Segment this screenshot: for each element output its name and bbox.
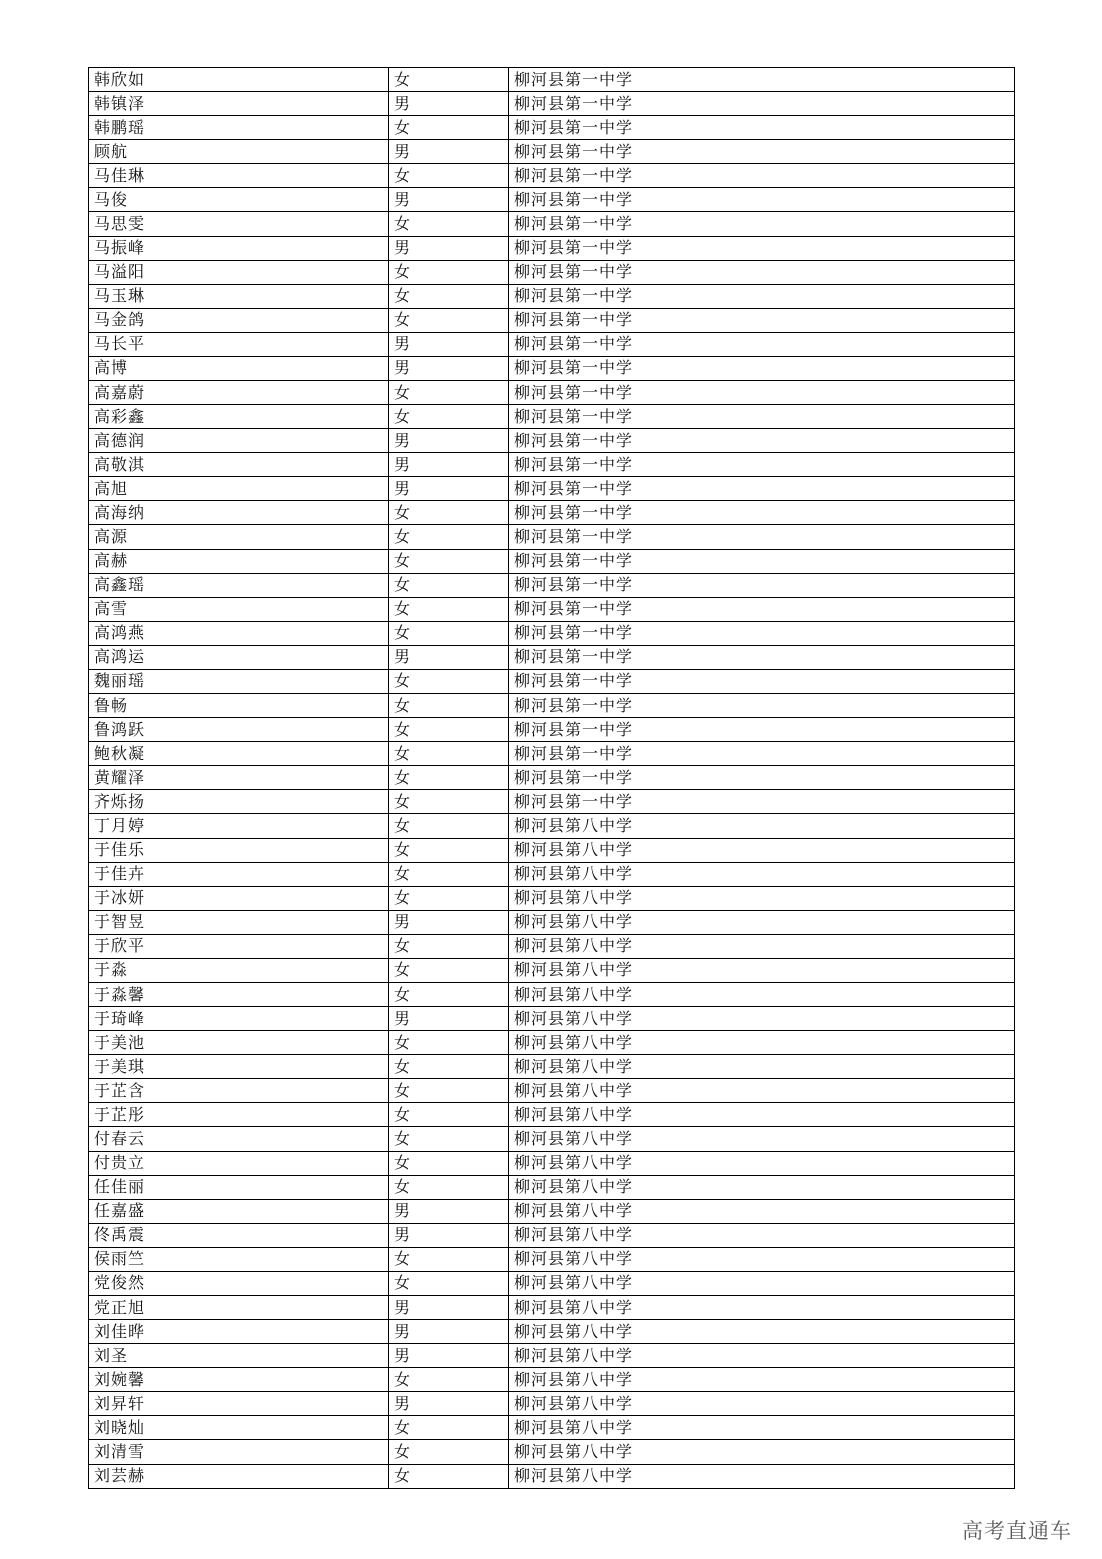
- student-name-cell: 于美琪: [89, 1055, 389, 1079]
- school-cell: 柳河县第八中学: [509, 886, 1015, 910]
- gender-cell: 女: [389, 284, 509, 308]
- school-cell: 柳河县第八中学: [509, 1175, 1015, 1199]
- table-row: [89, 886, 1015, 910]
- student-name-cell: 于芷彤: [89, 1103, 389, 1127]
- table-row: [89, 1031, 1015, 1055]
- table-row: [89, 1416, 1015, 1440]
- table-row: [89, 645, 1015, 669]
- school-cell: 柳河县第一中学: [509, 405, 1015, 429]
- student-name-cell: 韩欣如: [89, 68, 389, 92]
- school-cell: 柳河县第一中学: [509, 381, 1015, 405]
- school-cell: 柳河县第一中学: [509, 669, 1015, 693]
- gender-cell: 女: [389, 862, 509, 886]
- school-cell: 柳河县第一中学: [509, 308, 1015, 332]
- gender-cell: 女: [389, 308, 509, 332]
- table-row: [89, 549, 1015, 573]
- student-name-cell: 韩镇泽: [89, 92, 389, 116]
- student-name-cell: 于智昱: [89, 910, 389, 934]
- table-row: [89, 1440, 1015, 1464]
- table-row: [89, 742, 1015, 766]
- student-name-cell: 马思雯: [89, 212, 389, 236]
- school-cell: 柳河县第八中学: [509, 1368, 1015, 1392]
- student-name-cell: 于淼馨: [89, 982, 389, 1006]
- school-cell: 柳河县第八中学: [509, 1247, 1015, 1271]
- table-row: [89, 1392, 1015, 1416]
- table-row: [89, 332, 1015, 356]
- student-name-cell: 高鸿运: [89, 645, 389, 669]
- student-name-cell: 马俊: [89, 188, 389, 212]
- student-name-cell: 高赫: [89, 549, 389, 573]
- gender-cell: 女: [389, 694, 509, 718]
- gender-cell: 女: [389, 68, 509, 92]
- student-name-cell: 高敬淇: [89, 453, 389, 477]
- school-cell: 柳河县第八中学: [509, 910, 1015, 934]
- table-row: [89, 260, 1015, 284]
- school-cell: 柳河县第一中学: [509, 356, 1015, 380]
- gender-cell: 女: [389, 549, 509, 573]
- school-cell: 柳河县第一中学: [509, 742, 1015, 766]
- student-name-cell: 高鸿燕: [89, 621, 389, 645]
- gender-cell: 女: [389, 982, 509, 1006]
- table-row: [89, 694, 1015, 718]
- student-name-cell: 刘清雪: [89, 1440, 389, 1464]
- school-cell: 柳河县第八中学: [509, 1127, 1015, 1151]
- student-name-cell: 马金鸽: [89, 308, 389, 332]
- gender-cell: 女: [389, 260, 509, 284]
- school-cell: 柳河县第一中学: [509, 188, 1015, 212]
- table-row: [89, 429, 1015, 453]
- school-cell: 柳河县第一中学: [509, 116, 1015, 140]
- gender-cell: 女: [389, 718, 509, 742]
- student-name-cell: 高博: [89, 356, 389, 380]
- table-row: [89, 934, 1015, 958]
- table-row: [89, 597, 1015, 621]
- school-cell: 柳河县第八中学: [509, 1079, 1015, 1103]
- table-row: [89, 1271, 1015, 1295]
- student-name-cell: 党俊然: [89, 1271, 389, 1295]
- student-name-cell: 韩鹏瑶: [89, 116, 389, 140]
- table-row: [89, 814, 1015, 838]
- gender-cell: 女: [389, 597, 509, 621]
- student-name-cell: 高源: [89, 525, 389, 549]
- table-row: [89, 453, 1015, 477]
- student-name-cell: 齐烁扬: [89, 790, 389, 814]
- student-name-cell: 付春云: [89, 1127, 389, 1151]
- student-name-cell: 高旭: [89, 477, 389, 501]
- school-cell: 柳河县第八中学: [509, 1007, 1015, 1031]
- table-row: [89, 910, 1015, 934]
- gender-cell: 女: [389, 501, 509, 525]
- school-cell: 柳河县第一中学: [509, 212, 1015, 236]
- student-name-cell: 高彩鑫: [89, 405, 389, 429]
- school-cell: 柳河县第八中学: [509, 1344, 1015, 1368]
- school-cell: 柳河县第八中学: [509, 1416, 1015, 1440]
- student-name-cell: 于佳乐: [89, 838, 389, 862]
- student-name-cell: 任佳丽: [89, 1175, 389, 1199]
- school-cell: 柳河县第八中学: [509, 1103, 1015, 1127]
- gender-cell: 女: [389, 1464, 509, 1488]
- school-cell: 柳河县第八中学: [509, 1031, 1015, 1055]
- gender-cell: 女: [389, 164, 509, 188]
- gender-cell: 女: [389, 814, 509, 838]
- student-name-cell: 付贵立: [89, 1151, 389, 1175]
- student-name-cell: 丁月婷: [89, 814, 389, 838]
- table-row: [89, 477, 1015, 501]
- student-name-cell: 高雪: [89, 597, 389, 621]
- student-name-cell: 刘芸赫: [89, 1464, 389, 1488]
- table-row: [89, 308, 1015, 332]
- school-cell: 柳河县第一中学: [509, 140, 1015, 164]
- school-cell: 柳河县第八中学: [509, 1464, 1015, 1488]
- gender-cell: 女: [389, 381, 509, 405]
- school-cell: 柳河县第一中学: [509, 453, 1015, 477]
- student-name-cell: 刘圣: [89, 1344, 389, 1368]
- gender-cell: 男: [389, 477, 509, 501]
- school-cell: 柳河县第一中学: [509, 501, 1015, 525]
- gender-cell: 女: [389, 405, 509, 429]
- student-name-cell: 侯雨竺: [89, 1247, 389, 1271]
- table-row: [89, 1175, 1015, 1199]
- table-row: [89, 718, 1015, 742]
- school-cell: 柳河县第一中学: [509, 92, 1015, 116]
- school-cell: 柳河县第一中学: [509, 284, 1015, 308]
- student-name-cell: 于淼: [89, 958, 389, 982]
- gender-cell: 女: [389, 621, 509, 645]
- school-cell: 柳河县第一中学: [509, 429, 1015, 453]
- student-name-cell: 于冰妍: [89, 886, 389, 910]
- gender-cell: 女: [389, 525, 509, 549]
- school-cell: 柳河县第一中学: [509, 549, 1015, 573]
- table-row: [89, 982, 1015, 1006]
- student-name-cell: 刘婉馨: [89, 1368, 389, 1392]
- gender-cell: 女: [389, 669, 509, 693]
- school-cell: 柳河县第一中学: [509, 645, 1015, 669]
- gender-cell: 女: [389, 742, 509, 766]
- gender-cell: 女: [389, 1055, 509, 1079]
- student-name-cell: 鲁鸿跃: [89, 718, 389, 742]
- table-row: [89, 164, 1015, 188]
- school-cell: 柳河县第一中学: [509, 621, 1015, 645]
- table-row: [89, 1079, 1015, 1103]
- school-cell: 柳河县第一中学: [509, 68, 1015, 92]
- gender-cell: 女: [389, 1440, 509, 1464]
- table-row: [89, 68, 1015, 92]
- student-name-cell: 于琦峰: [89, 1007, 389, 1031]
- table-row: [89, 284, 1015, 308]
- school-cell: 柳河县第一中学: [509, 477, 1015, 501]
- gender-cell: 女: [389, 1271, 509, 1295]
- table-row: [89, 958, 1015, 982]
- table-row: [89, 838, 1015, 862]
- table-row: [89, 1151, 1015, 1175]
- table-row: [89, 790, 1015, 814]
- table-row: [89, 621, 1015, 645]
- school-cell: 柳河县第八中学: [509, 1440, 1015, 1464]
- student-name-cell: 黄耀泽: [89, 766, 389, 790]
- school-cell: 柳河县第八中学: [509, 1199, 1015, 1223]
- student-name-cell: 于佳卉: [89, 862, 389, 886]
- gender-cell: 女: [389, 934, 509, 958]
- school-cell: 柳河县第一中学: [509, 525, 1015, 549]
- school-cell: 柳河县第八中学: [509, 1271, 1015, 1295]
- table-row: [89, 405, 1015, 429]
- gender-cell: 男: [389, 1199, 509, 1223]
- school-cell: 柳河县第一中学: [509, 790, 1015, 814]
- gender-cell: 女: [389, 1079, 509, 1103]
- school-cell: 柳河县第一中学: [509, 260, 1015, 284]
- student-name-cell: 马长平: [89, 332, 389, 356]
- table-row: [89, 669, 1015, 693]
- school-cell: 柳河县第一中学: [509, 597, 1015, 621]
- gender-cell: 男: [389, 910, 509, 934]
- student-name-cell: 刘佳晔: [89, 1320, 389, 1344]
- table-row: [89, 1223, 1015, 1247]
- gender-cell: 女: [389, 116, 509, 140]
- school-cell: 柳河县第八中学: [509, 958, 1015, 982]
- table-row: [89, 188, 1015, 212]
- gender-cell: 男: [389, 140, 509, 164]
- student-name-cell: 马溢阳: [89, 260, 389, 284]
- student-name-cell: 刘昇轩: [89, 1392, 389, 1416]
- school-cell: 柳河县第一中学: [509, 694, 1015, 718]
- table-row: [89, 1127, 1015, 1151]
- school-cell: 柳河县第八中学: [509, 1151, 1015, 1175]
- gender-cell: 男: [389, 188, 509, 212]
- gender-cell: 男: [389, 453, 509, 477]
- table-row: [89, 573, 1015, 597]
- table-row: [89, 1368, 1015, 1392]
- student-name-cell: 魏丽瑶: [89, 669, 389, 693]
- student-name-cell: 佟禹震: [89, 1223, 389, 1247]
- gender-cell: 男: [389, 429, 509, 453]
- gender-cell: 男: [389, 1295, 509, 1319]
- gender-cell: 女: [389, 1175, 509, 1199]
- table-row: [89, 381, 1015, 405]
- school-cell: 柳河县第八中学: [509, 982, 1015, 1006]
- table-row: [89, 1199, 1015, 1223]
- gender-cell: 男: [389, 1223, 509, 1247]
- gender-cell: 女: [389, 766, 509, 790]
- table-row: [89, 236, 1015, 260]
- gender-cell: 男: [389, 332, 509, 356]
- student-name-cell: 高嘉蔚: [89, 381, 389, 405]
- gender-cell: 女: [389, 958, 509, 982]
- gender-cell: 男: [389, 645, 509, 669]
- school-cell: 柳河县第八中学: [509, 1055, 1015, 1079]
- table-row: [89, 862, 1015, 886]
- student-name-cell: 鲁畅: [89, 694, 389, 718]
- student-name-cell: 高鑫瑶: [89, 573, 389, 597]
- table-row: [89, 116, 1015, 140]
- gender-cell: 女: [389, 1416, 509, 1440]
- school-cell: 柳河县第一中学: [509, 236, 1015, 260]
- table-row: [89, 1103, 1015, 1127]
- table-row: [89, 501, 1015, 525]
- student-name-cell: 于美池: [89, 1031, 389, 1055]
- watermark-text: 高考直通车: [962, 1519, 1072, 1543]
- table-row: [89, 1295, 1015, 1319]
- table-row: [89, 1007, 1015, 1031]
- gender-cell: 女: [389, 1247, 509, 1271]
- gender-cell: 女: [389, 1031, 509, 1055]
- school-cell: 柳河县第八中学: [509, 1320, 1015, 1344]
- student-name-cell: 党正旭: [89, 1295, 389, 1319]
- gender-cell: 女: [389, 1103, 509, 1127]
- gender-cell: 男: [389, 236, 509, 260]
- student-list-body: [89, 68, 1015, 1489]
- table-row: [89, 92, 1015, 116]
- school-cell: 柳河县第八中学: [509, 934, 1015, 958]
- table-row: [89, 525, 1015, 549]
- table-row: [89, 766, 1015, 790]
- table-row: [89, 1247, 1015, 1271]
- gender-cell: 男: [389, 356, 509, 380]
- student-name-cell: 马玉琳: [89, 284, 389, 308]
- student-name-cell: 鲍秋凝: [89, 742, 389, 766]
- gender-cell: 女: [389, 1368, 509, 1392]
- table-row: [89, 1464, 1015, 1488]
- school-cell: 柳河县第八中学: [509, 1295, 1015, 1319]
- student-name-cell: 于芷含: [89, 1079, 389, 1103]
- school-cell: 柳河县第八中学: [509, 814, 1015, 838]
- student-name-cell: 任嘉盛: [89, 1199, 389, 1223]
- gender-cell: 女: [389, 212, 509, 236]
- student-list-table: [88, 67, 1015, 1489]
- gender-cell: 男: [389, 1392, 509, 1416]
- gender-cell: 男: [389, 1007, 509, 1031]
- school-cell: 柳河县第一中学: [509, 164, 1015, 188]
- gender-cell: 女: [389, 573, 509, 597]
- school-cell: 柳河县第八中学: [509, 1392, 1015, 1416]
- student-name-cell: 刘晓灿: [89, 1416, 389, 1440]
- school-cell: 柳河县第八中学: [509, 838, 1015, 862]
- gender-cell: 女: [389, 790, 509, 814]
- gender-cell: 女: [389, 838, 509, 862]
- table-row: [89, 1055, 1015, 1079]
- school-cell: 柳河县第八中学: [509, 862, 1015, 886]
- school-cell: 柳河县第一中学: [509, 718, 1015, 742]
- table-row: [89, 1320, 1015, 1344]
- table-row: [89, 1344, 1015, 1368]
- table-row: [89, 140, 1015, 164]
- gender-cell: 女: [389, 1127, 509, 1151]
- student-name-cell: 高德润: [89, 429, 389, 453]
- student-name-cell: 顾航: [89, 140, 389, 164]
- school-cell: 柳河县第八中学: [509, 1223, 1015, 1247]
- school-cell: 柳河县第一中学: [509, 573, 1015, 597]
- school-cell: 柳河县第一中学: [509, 766, 1015, 790]
- gender-cell: 男: [389, 92, 509, 116]
- student-name-cell: 马佳琳: [89, 164, 389, 188]
- gender-cell: 女: [389, 886, 509, 910]
- table-row: [89, 356, 1015, 380]
- table-row: [89, 212, 1015, 236]
- student-name-cell: 马振峰: [89, 236, 389, 260]
- school-cell: 柳河县第一中学: [509, 332, 1015, 356]
- gender-cell: 女: [389, 1151, 509, 1175]
- gender-cell: 男: [389, 1320, 509, 1344]
- gender-cell: 男: [389, 1344, 509, 1368]
- student-name-cell: 于欣平: [89, 934, 389, 958]
- student-name-cell: 高海纳: [89, 501, 389, 525]
